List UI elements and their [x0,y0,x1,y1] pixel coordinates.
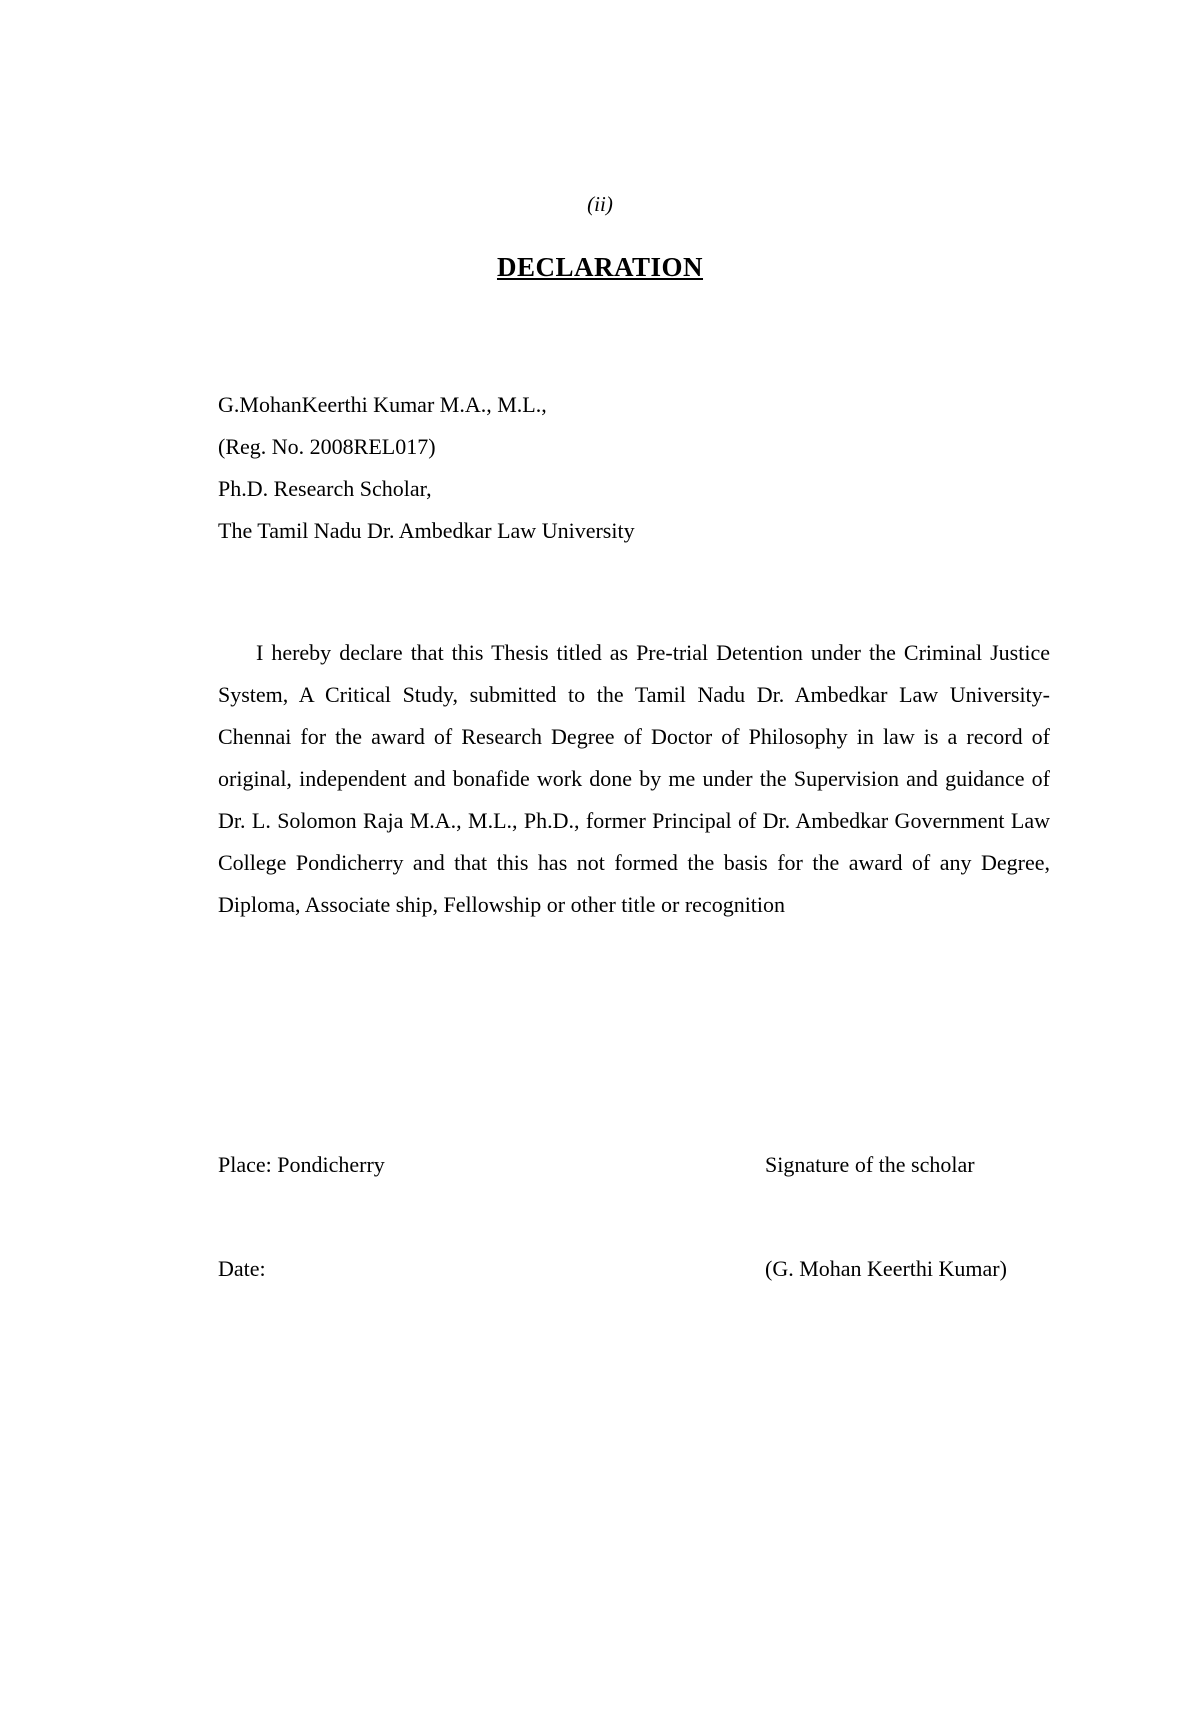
scholar-university: The Tamil Nadu Dr. Ambedkar Law University [218,518,635,543]
place-label: Place: Pondicherry [218,1152,385,1177]
signatory-name: (G. Mohan Keerthi Kumar) [765,1256,1007,1281]
scholar-details [218,384,635,552]
scholar-role: Ph.D. Research Scholar, [218,476,432,501]
scholar-name: G.MohanKeerthi Kumar M.A., M.L., [218,392,547,417]
page-number: (ii) [587,192,613,216]
page-title: DECLARATION [496,252,704,282]
scholar-reg-number: (Reg. No. 2008REL017) [218,434,436,459]
date-label: Date: [218,1256,266,1281]
declaration-paragraph: I hereby declare that this Thesis titled as Pre-trial Detention under the Criminal Justice System, A Critical Study, submitted to the Tamil Nadu Dr. Ambedkar Law University- Chennai for the award of Research Degree of Doctor of Philosophy in law is a record of original, independent and bonafide work done by me under the Supervision and guidance of Dr. L. Solomon Raja M.A., M.L., Ph.D., former Principal of Dr. Ambedkar Government Law College Pondicherry and that this has not formed the basis for the award of any Degree, Diploma, Associate ship, Fellowship or other title or recognition [218,640,1050,917]
signature-label: Signature of the scholar [765,1152,975,1177]
